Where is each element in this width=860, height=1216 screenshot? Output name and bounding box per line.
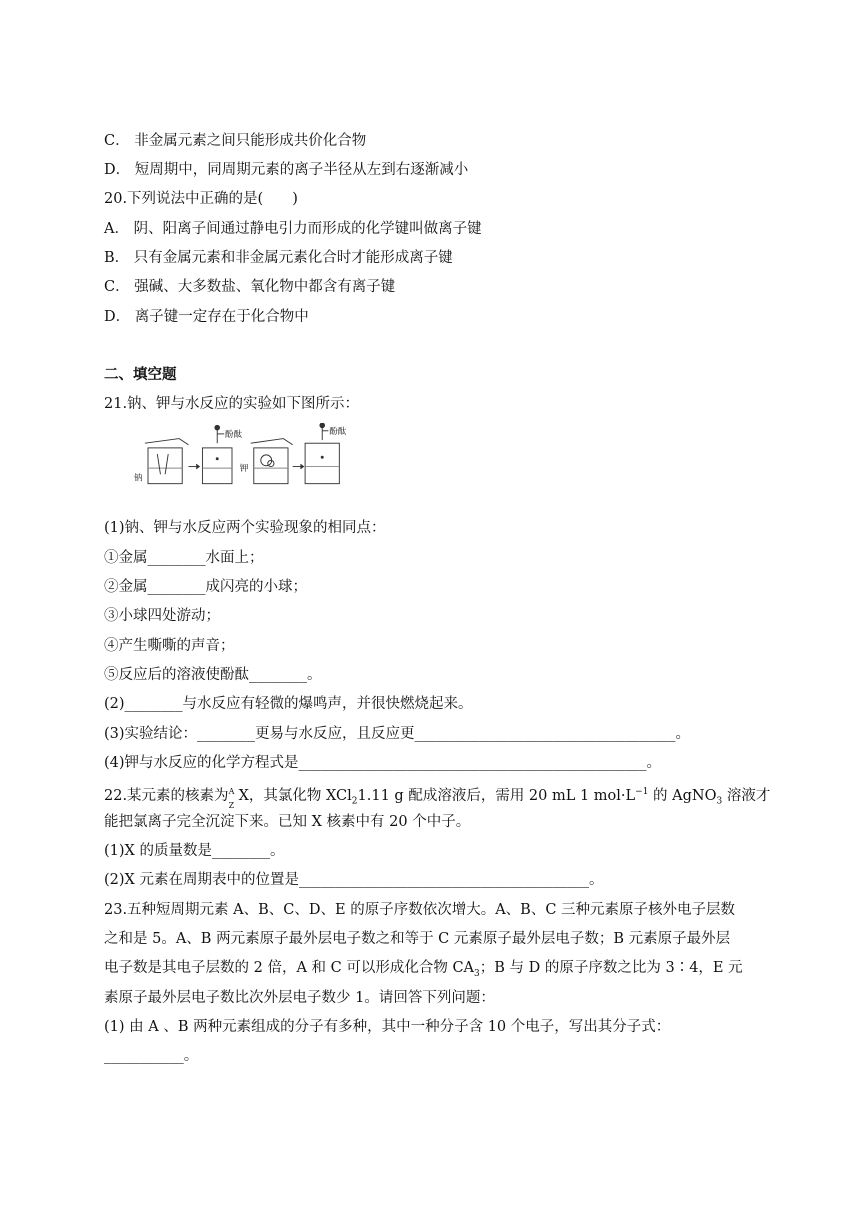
q21-item1: ①金属________水面上； (104, 550, 264, 566)
q22-stem-part-e: 溶液才 (722, 787, 771, 804)
q21-part1: (1)钠、钾与水反应两个实验现象的相同点： (104, 520, 386, 536)
q22-sub-2: 2 (351, 796, 358, 807)
q22-sup-minus1: −1 (635, 787, 649, 797)
q21-part3: (3)实验结论：________更易与水反应，且反应更____________________________________。 (104, 726, 691, 742)
q23-line4: 素原子最外层电子数比次外层电子数少 1。请回答下列问题： (104, 990, 495, 1006)
q23-line3 (104, 958, 743, 984)
q21-item4: ④产生嘶嘶的声音； (104, 638, 235, 654)
label-phenolphthalein-1: 酚酞 (225, 430, 243, 440)
q21-part4: (4)钾与水反应的化学方程式是________________________________________________。 (104, 755, 662, 771)
q23-part1-line1: (1) 由 A 、B 两种元素组成的分子有多种，其中一种分子含 10 个电子，写出其分子式： (104, 1019, 671, 1035)
nuclide-symbol (228, 786, 239, 810)
q22-stem-part-a: 22.某元素的核素为 (104, 787, 229, 804)
section-title: 二、填空题 (104, 366, 177, 383)
label-potassium: 钾 (239, 464, 249, 475)
q23-sub-3: 3 (474, 968, 480, 979)
q20-option-d: D． 离子键一定存在于化合物中 (104, 309, 309, 325)
q20-option-b: B． 只有金属元素和非金属元素化合时才能形成离子键 (104, 250, 453, 266)
nuclide-mass-number: A (228, 786, 235, 796)
q20-stem: 20.下列说法中正确的是( ) (104, 191, 298, 207)
q21-item2: ②金属________成闪亮的小球； (104, 579, 307, 595)
q22-stem-line1 (104, 782, 770, 812)
q22-part2: (2)X 元素在周期表中的位置是________________________________________。 (104, 872, 604, 888)
q21-item3: ③小球四处游动； (104, 608, 220, 624)
q22-stem-part-d: 的 AgNO (648, 787, 717, 804)
q23-part1-line2: ___________。 (104, 1048, 199, 1064)
q22-sub-3: 3 (716, 796, 723, 807)
q19-option-c: C． 非金属元素之间只能形成共价化合物 (104, 133, 367, 149)
q23-line1: 23.五种短周期元素 A、B、C、D、E 的原子序数依次增大。A、B、C 三种元素原子核外电子层数 (104, 902, 736, 918)
q23-line3-part-b: ；B 与 D 的原子序数之比为 3∶4，E 元 (479, 960, 743, 976)
sodium-potassium-experiment-figure (104, 423, 374, 507)
q22-stem-part-b: X，其氯化物 XCl (238, 787, 352, 804)
q20-option-a: A． 阴、阳离子间通过静电引力而形成的化学键叫做离子键 (104, 221, 482, 237)
q23-line2: 之和是 5。A、B 两元素原子最外层电子数之和等于 C 元素原子最外层电子数；B 元素原子最外层 (104, 931, 731, 947)
q22-part1: (1)X 的质量数是________。 (104, 843, 285, 859)
label-phenolphthalein-2: 酚酞 (329, 426, 347, 437)
q19-option-d: D． 短周期中，同周期元素的离子半径从左到右逐渐减小 (104, 162, 469, 178)
q22-stem-line2: 能把氯离子完全沉淀下来。已知 X 核素中有 20 个中子。 (104, 814, 471, 830)
nuclide-atomic-number: Z (228, 800, 235, 810)
q23-line3-part-a: 电子数是其电子层数的 2 倍，A 和 C 可以形成化合物 CA (104, 960, 475, 976)
q21-stem: 21.钠、钾与水反应的实验如下图所示： (104, 396, 360, 412)
q21-part2: (2)________与水反应有轻微的爆鸣声，并很快燃烧起来。 (104, 696, 473, 712)
q20-option-c: C． 强碱、大多数盐、氧化物中都含有离子键 (104, 279, 396, 295)
q22-stem-part-c: 1.11 g 配成溶液后，需用 20 mL 1 mol·L (357, 787, 636, 804)
label-sodium: 钠 (134, 473, 143, 484)
q21-item5: ⑤反应后的溶液使酚酞________。 (104, 667, 322, 683)
